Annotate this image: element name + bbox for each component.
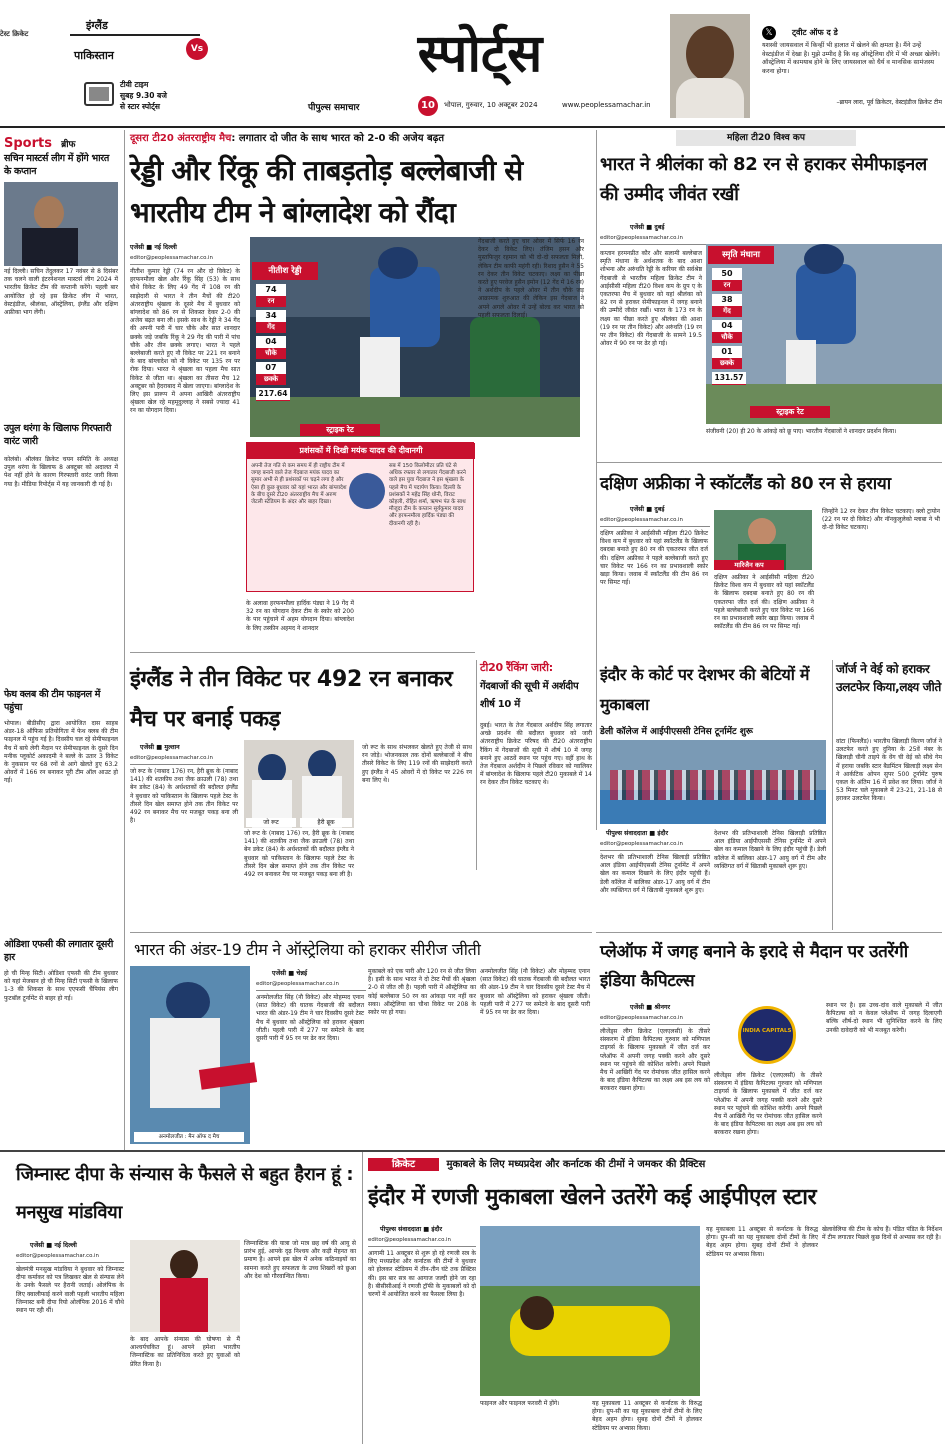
- sa-email: editor@peoplessamachar.co.in: [600, 517, 710, 527]
- masthead-strip: [300, 96, 680, 118]
- anmoljeet-photo: [130, 966, 250, 1144]
- lead-body: नीतीश कुमार रेड्डी (74 रन और दो विकेट) के हरफनमौला खेल और रिंकू सिंह (53) के साथ चौथे विकेट के लिए 49 गेंद में 108 रन की साझेदारी से भारत ने तीन मैचों की टी20 अंतरराष्ट्रीय श्रृंखला के दूसरे मैच में बुधवार को बांग्लादेश को 86 रन से शिकस्त देकर 2-0 की अजेय बढ़त बना ली। इसके साथ के रेड्डी ने 34 गेंद की अपनी पारी में चार चौके और सात शानदार छक्के जड़े जबकि रिंकू ने 29 गेंद की पारी में पांच चौके और तीन छक्के लगाए। भारत ने पहले बल्लेबाजी करते हुए नौ विकेट पर 221 रन बनाने के बाद बांग्लादेश को नौ विकेट पर 135 रन पर रोक दिया। भारत ने श्रृंखला का पहला मैच सात विकेट से जीता था। श्रृंखला का तीसरा मैच 12 अक्टूबर को हैदराबाद में खेला जाएगा। बांग्लादेश के लिए इस प्रारूप में अपना आखिरी अंतरराष्ट्रीय श्रृंखला खेल रहे महमूदुल्लाह ने सबसे ज्यादा 41 रन का योगदान दिया।: [130, 268, 240, 415]
- sa-body-3: जिन्होंने 12 रन देकर तीन विकेट चटकाए। क्लो ट्रायोन (22 रन पर दो विकेट) और नॉनकुलुलेको म्लाबा ने भी दो-दो विकेट चटकाए।: [822, 508, 940, 532]
- sa-body: दक्षिण अफ्रीका ने आईसीसी महिला टी20 क्रिकेट विश्व कप में बुधवार को यहां स्कॉटलैंड के खिलाफ दबदबा बनाते हुए 80 रन की एकतरफा जीत दर्ज की। दक्षिण अफ्रीका ने पहले बल्लेबाजी करते हुए चार विकेट पर 166 रन का प्रभावशाली स्कोर खड़ा किया। जवाब में स्कॉटलैंड की टीम 86 रन पर सिमट गई।: [600, 530, 708, 587]
- masthead-rule: [0, 126, 945, 128]
- george-headline: जॉर्ज ने वेई को हराकर उलटफेर किया,लक्ष्य जीते: [836, 662, 942, 694]
- u19-body-2: मुकाबले को एक पारी और 120 रन से जीत लिया है। इसी के साथ भारत ने दो टेस्ट मैचों की श्रृंखला 2-0 से जीत ली है। पहली पारी में ऑस्ट्रेलिया का कोई बल्लेबाज 50 रन का आंकड़ा पार नहीं कर सका। ऑस्ट्रेलिया का चौथा विकेट पर 208 के स्कोर पर हो गया।: [368, 968, 476, 1017]
- rule-bottom: [0, 1150, 945, 1152]
- sachin-photo: [4, 182, 118, 266]
- brief-label-brief: ब्रीफ: [61, 140, 76, 150]
- mandhana-runs-label: रन: [712, 280, 742, 291]
- deepa-byline: एजेंसी ■ नई दिल्ली: [30, 1242, 77, 1249]
- col-divider: [124, 130, 125, 1150]
- mandhana-scorecard: [708, 246, 774, 422]
- u19-byline: एजेंसी ■ चेन्नई: [272, 970, 308, 977]
- brief-column: [4, 130, 122, 1180]
- mandhana-balls: 38: [712, 294, 742, 307]
- deepa-body-3: के बाद आपके संन्यास की घोषणा से मैं आश्चर्यचकित हूं। आपने हमेशा भारतीय जिम्नास्टिक का प्रतिनिधित्व करते हुए युवाओं को प्रेरित किया है।: [130, 1336, 240, 1368]
- reddy-strike-rate: 217.64: [256, 388, 290, 401]
- mandhana-card-name: स्मृति मंधाना: [708, 246, 774, 264]
- brief-4-body: हो ची मिन्ह सिटी। ओडिशा एफसी की टीम बुधवार को यहां मेजबान हो ची मिन्ह सिटी एफसी के खिलाफ 1-3 की शिकस्त के साथ एएफसी चैंपियंस लीग फुटबॉल टूर्नामेंट से बाहर हो गई।: [4, 970, 118, 1002]
- page-title: स्पोर्ट्स: [417, 23, 543, 84]
- tv-channel: टीवी टाइम: [120, 80, 149, 89]
- caption-root: जो रूट: [246, 818, 296, 827]
- capitals-body-3: स्थान पर है। इस उच्च-दांव वाले मुकाबले में जीत कैपिटल्स को न केवल प्लेऑफ में जगह दिलाएगी बल्कि शीर्ष-दो स्थान भी सुनिश्चित करने के लिए उनकी दावेदारी को भी मजबूत करेगी।: [826, 1002, 942, 1034]
- george-body: वांटा (फिनलैंड)। भारतीय खिलाड़ी किरण जॉर्ज ने उलटफेर करते हुए दुनिया के 25वें नंबर के खिलाड़ी चीनी ताइपे के वेंग ची वेई को सीधे गेम में हराया जबकि स्टार बैडमिंटन खिलाड़ी लक्ष्य सेन ने आर्कटिक ओपन सुपर 500 टूर्नामेंट पुरुष एकल के अंतिम 16 में प्रवेश कर लिया। जॉर्ज ने 53 मिनट चले मुकाबले में 23-21, 21-18 से हराकर उलटफेर किया।: [836, 738, 942, 803]
- eng-headline: इंग्लैंड ने तीन विकेट पर 492 रन बनाकर मैच पर बनाई पकड़: [130, 667, 453, 732]
- ranji-kicker-row: [368, 1156, 942, 1172]
- deepa-photo: [130, 1240, 240, 1332]
- eng-body: जो रूट के (नाबाद 176) रन, हैरी ब्रूक के (नाबाद 141) की शतकीय तथा जैक क्राउली (78) तथा बेन डकेट (84) के अर्धशतकों की बदौलत इंग्लैंड ने बुधवार को पाकिस्तान के खिलाफ पहले टेस्ट के तीसरे दिन खेल समाप्त होने तक तीन विकेट पर 492 रन बनाकर मैच पर मजबूत पकड़ बना ली है।: [130, 768, 238, 825]
- ranji-body-4: यह मुकाबला 11 अक्टूबर से कर्नाटक के विरुद्ध होगा। ग्रुप-सी का यह मुकाबला दोनों टीमों के लिए बेहद अहम होगा। सुबह दोनों टीमों ने होलकर स्टेडियम पर अभ्यास किया।: [592, 1400, 702, 1432]
- ranji-email: editor@peoplessamachar.co.in: [368, 1237, 476, 1247]
- rule-capitals: [596, 932, 942, 933]
- brief-1-body: नई दिल्ली। सचिन तेंदुलकर 17 नवंबर से 8 दिसंबर तक चलने वाली इंटरनेशनल मास्टर्स लीग 2024 में भारतीय क्रिकेट टीम की कप्तानी करेंगे। पहली बार आयोजित हो रहे इस क्रिकेट लीग में भारत, वेस्टइंडीज, श्रीलंका, ऑस्ट्रेलिया, इंग्लैंड और दक्षिण अफ्रीका भाग लेंगी।: [4, 268, 118, 317]
- reddy-fours: 04: [256, 336, 286, 349]
- court-headline: इंदौर के कोर्ट पर देशभर की बेटियों में मुकाबला: [600, 665, 810, 714]
- u19-body-3: अनमोलजीत सिंह (नौ विकेट) और मोहम्मद एनान (सात विकेट) की घातक गेंदबाजी की बदौलत भारत की अंडर-19 टीम ने चार दिवसीय दूसरे टेस्ट मैच में बुधवार को ऑस्ट्रेलिया को हराकर श्रृंखला जीती। पहली पारी में 277 पर समेटने के बाद दूसरी पारी में 95 रन पर ढेर कर दिया।: [480, 968, 590, 1017]
- u19-caption: अनमोलजीत : मैन ऑफ द मैच: [134, 1132, 244, 1142]
- reddy-strike-rate-label: स्ट्राइक रेट: [300, 424, 380, 436]
- tv-icon: [84, 82, 114, 106]
- lead-headline: रेड्डी और रिंकू की ताबड़तोड़ बल्लेबाजी से भारतीय टीम ने बांग्लादेश को रौंदा: [130, 154, 523, 229]
- mayank-box-body-1: अपनी तेज गति से कम समय में ही राष्ट्रीय टीम में जगह बनाने वाले तेज गेंदबाज मयंक यादव का सुमार अभी से ही प्रशंसकों पर चढ़ने लगा है और ऐसा ही कुछ बुधवार को यहां भारत और बांग्लादेश के बीच दूसरे टी20 अंतरराष्ट्रीय मैच में अरुण जेटली स्टेडियम के अंदर और बाहर दिखा।: [251, 463, 347, 506]
- reddy-sixes: 07: [256, 362, 286, 375]
- eng-body-2: जो रूट के साथ संभलकर खेलते हुए तेजी से साथ रन जोड़े। भोजनकाल तक दोनों बल्लेबाजों ने बीच तीसरे विकेट के लिए 119 रनों की साझेदारी करते हुए इंग्लैंड ने 45 ओवरों में दो विकेट पर 226 रन बना लिए थे।: [362, 744, 472, 784]
- reddy-card-name: नीतीश रेड्डी: [252, 262, 318, 280]
- team2-label: पाकिस्तान: [74, 49, 114, 62]
- brief-2-body: कोलंबो। श्रीलंका क्रिकेट चयन समिति के अध्यक्ष उपुल थरंगा के खिलाफ 8 अक्टूबर को अदालत में पेश नहीं होने के कारण गिरफ्तारी वारंट जारी किया गया है। मीडिया रिपोर्ट्स में यह जानकारी दी गई है।: [4, 456, 118, 488]
- reddy-sixes-label: छक्के: [256, 374, 286, 385]
- rankings-title: टी20 रैंकिंग जारी:: [480, 661, 553, 674]
- mandhana-strike-rate-label: स्ट्राइक रेट: [750, 406, 830, 418]
- lead-email: editor@peoplessamachar.co.in: [130, 255, 240, 265]
- reddy-runs: 74: [256, 284, 286, 297]
- lead-body-2: गेंदबाजी करते हुए चार ओवर में सिर्फ 16 रन देकर दो विकेट लिए। तंजिम हसन और मुस्तफिजुर रहमान को भी दो-दो सफलता मिली, लेकिन टीम काफी महंगी रही। रिशाद हुसैन ने 55 रन देकर तीन विकेट चटकाए। लक्ष्य का पीछा करते हुए परवेज हुसैन इमोन (12 गेंद में 16 रन) ने अर्शदीप के पहले ओवर में तीन चौके जड़ आक्रामक शुरुआत की लेकिन इस गेंदबाज ने अपने अगले ओवर में उन्हें बोल्ड कर भारत को पहली सफलता दिलाई।: [478, 238, 584, 319]
- deepa-email: editor@peoplessamachar.co.in: [16, 1253, 124, 1263]
- lead-kicker-rest: : लगातार दो जीत के साथ भारत को 2-0 की अजेय बढ़त: [231, 133, 445, 144]
- court-byline: पीपुल्स संवाददाता ■ इंदौर: [606, 830, 669, 837]
- mayank-photo: [349, 473, 385, 509]
- dateline: भोपाल, गुरुवार, 10 अक्टूबर 2024: [444, 101, 538, 109]
- mayank-box-body-2: सब में 150 किलोमीटर प्रति घंटे से अधिक रफ्तार से लगातार गेंदबाजी करने वाले इस युवा गेंदबाज ने इस श्रृंखला के पहले मैच में पदार्पण किया। दिल्ली के प्रशंसकों ने महेंद्र सिंह धोनी, विराट कोहली, रोहित शर्मा, ऋषभ पंत के साथ मौजूदा टीम के कप्तान सूर्यकुमार यादव और हरफनमौला हार्दिक पंड्या की दीवानगी रही है।: [389, 463, 466, 527]
- ranji-headline: इंदौर में रणजी मुकाबला खेलने उतरेंगे कई आईपीएल स्टार: [368, 1185, 817, 1210]
- rule-u19: [130, 932, 592, 933]
- mandhana-runs: 50: [712, 268, 742, 281]
- reddy-balls-label: गेंद: [256, 322, 286, 333]
- team1-label: इंग्लैंड: [86, 19, 108, 32]
- ranji-body-2: यह मुकाबला 11 अक्टूबर से कर्नाटक के विरुद्ध होगा। ग्रुप-सी का यह मुकाबला दोनों टीमों के लिए बेहद अहम होगा। सुबह दोनों टीमों ने होलकर स्टेडियम पर अभ्यास किया।: [706, 1226, 818, 1258]
- capitals-byline: एजेंसी ■ श्रीनगर: [630, 1004, 671, 1011]
- rankings-subtitle: गेंदबाजों की सूची में अर्शदीप शीर्ष 10 में: [480, 681, 579, 710]
- eng-byline: एजेंसी ■ मुल्तान: [140, 744, 180, 751]
- brand-name: पीपुल्स समाचार: [308, 103, 360, 113]
- rankings-body: दुबई। भारत के तेज गेंदबाज अर्शदीप सिंह लगातार अच्छे प्रदर्शन की बदौलत बुधवार को जारी अंतरराष्ट्रीय क्रिकेट परिषद की टी20 अंतरराष्ट्रीय रैंकिंग में गेंदबाजों की सूची में शीर्ष 10 में जगह बनाने हुए आठवें स्थान पर पहुंच गए। वहीं हाथ के तेज गेंदबाज अर्शदीप ने पिछले रविवार को ग्वालियर में बांग्लादेश के खिलाफ पहले टी20 मुकाबले में 14 रन देकर तीन विकेट चटकाए थे।: [480, 722, 592, 787]
- women-byline: एजेंसी ■ दुबई: [630, 224, 665, 231]
- sa-body-2: दक्षिण अफ्रीका ने आईसीसी महिला टी20 क्रिकेट विश्व कप में बुधवार को यहां स्कॉटलैंड के खिलाफ दबदबा बनाते हुए 80 रन की एकतरफा जीत दर्ज की। दक्षिण अफ्रीका ने पहले बल्लेबाजी करते हुए चार विकेट पर 166 रन का प्रभावशाली स्कोर खड़ा किया। जवाब में स्कॉटलैंड की टीम 86 रन पर सिमट गई।: [714, 574, 814, 631]
- ranji-byline: पीपुल्स संवाददाता ■ इंदौर: [380, 1226, 443, 1233]
- masthead: [0, 0, 945, 126]
- ranji-body-3: खेलावेलिया की टीम के कोच हैं। पंडित पंडित के निर्देशन में टीम लगातार पिछले कुछ दिनों से अभ्यास कर रही है।: [822, 1226, 942, 1242]
- ranji-kicker: क्रिकेट: [368, 1158, 439, 1171]
- brief-3-title: फेथ क्लब की टीम फाइनल में पहुंचा: [4, 689, 101, 713]
- page-number: 10: [418, 96, 438, 116]
- deepa-body-2: जिम्नास्टिक की यात्रा जो मात्र छह वर्ष की आयु से प्रारंभ हुई, आपके दृढ़ निश्चय और कड़ी मेहनत का प्रमाण है। आपने इस खेल में अनेक कठिनाइयों का सामना करते हुए सफलता के उच्च शिखरों को छुआ और देश को गौरवान्वित किया।: [244, 1240, 356, 1280]
- capitals-logo-text: INDIA CAPITALS: [742, 1028, 792, 1034]
- lead-kicker-row: [130, 130, 590, 152]
- mandhana-sixes: 01: [712, 346, 742, 359]
- tv-network: से स्टार स्पोर्ट्स: [120, 102, 160, 111]
- sa-byline: एजेंसी ■ दुबई: [630, 506, 665, 513]
- brief-3-body: भोपाल। बीडीसीए द्वारा आयोजित दास साहब अंडर-18 ऑफिस प्रतियोगिता में फेथ क्लब की टीम फाइनल में पहुंच गई है। दिवसीय चल रहे सेमीफाइनल मैच में बाये लेगी मैदान पर सेमीफाइनल के दूसरे दिन मनीक प्लूकोर्ट अकादमी ने बल्ले के उतार 3 विकेट के नुकसान पर 68 रनों से आगे खेलते हुए 63.2 ओवरों में 166 रन बनाकर पूरी टीम ऑल आउट हो गई।: [4, 720, 118, 785]
- tweet-text: यशस्वी जायसवाल में किन्हीं भी हालात में खेलने की क्षमता है। मैंने उन्हें वेस्टइंडीज में देखा है। मुझे उम्मीद है कि वह ऑस्ट्रेलिया दौरे में भी अच्छा खेलेंगे। ऑस्ट्रेलिया में कामयाब होने के लिए जायसवाल को धैर्य व मानसिक सामंजस्य करना होगा।: [762, 42, 940, 75]
- tv-time: सुबह 9.30 बजे: [120, 91, 167, 100]
- women-kicker: महिला टी20 विश्व कप: [676, 130, 856, 146]
- women-body-2: संजीवनी (20) ही 20 के आंकड़े को छू पाए। भारतीय गेंदबाजों ने शानदार प्रदर्शन किया।: [706, 428, 897, 435]
- brief-4-title: ओडिशा एफसी की लगातार दूसरी हार: [4, 939, 114, 963]
- caption-brook: हैरी ब्रूक: [300, 818, 352, 827]
- ranji-body: आगामी 11 अक्टूबर से शुरू हो रहे रणजी सत्र के लिए मध्यप्रदेश और कर्नाटक की टीमों ने बुधवार को होलकर स्टेडियम में तीन-तीन घंटे तक प्रैक्टिस की। इस बार सत्र का आगाज जल्दी होने जा रहा है। बीसीसीआई ने रणजी ट्रॉफी के मुकाबलों को दो चरणों में आयोजित करने का फैसला लिया है।: [368, 1250, 476, 1299]
- kapp-label: मारिजैन कप: [714, 560, 784, 570]
- court-body-2: देशभर की प्रतिभाशाली टेनिस खिलाड़ी प्रतिष्ठित आल इंडिया आईपीएससी टेनिस टूर्नामेंट में अपने खेल का कमाल दिखाने के लिए इंदौर पहुंची हैं। डेली कॉलेज में बालिका अंडर-17 आयु वर्ग में टीम और व्यक्तिगत वर्ग में खिताबी मुकाबले शुरू हुए।: [714, 830, 826, 870]
- reddy-runs-label: रन: [256, 296, 286, 307]
- eng-body-3: जो रूट के (नाबाद 176) रन, हैरी ब्रूक के (नाबाद 141) की शतकीय तथा जैक क्राउली (78) तथा बेन डकेट (84) के अर्धशतकों की बदौलत इंग्लैंड ने बुधवार को पाकिस्तान के खिलाफ पहले टेस्ट के तीसरे दिन खेल समाप्त होने तक तीन विकेट पर 492 रन बनाकर मैच पर मजबूत पकड़ बना ली है।: [244, 830, 354, 879]
- ranji-caption: फाइनल और फाइनल फरवरी में होंगे।: [480, 1400, 560, 1407]
- court-subtitle: डेली कॉलेज में आईपीएससी टेनिस टूर्नामेंट शुरू: [600, 727, 753, 737]
- women-body: कप्तान हरमनप्रीत कौर और सलामी बल्लेबाज स्मृति मंधाना के अर्धशतक के बाद आशा शोभना और अरुंधति रेड्डी के करियर की सर्वश्रेष्ठ गेंदबाजी से भारतीय महिला क्रिकेट टीम ने आईसीसी महिला टी20 विश्व कप के ग्रुप ए के एकतरफा मैच में बुधवार को यहां श्रीलंका को 82 रन से हराकर सेमीफाइनल में जगह बनाने की उम्मीदें जीवंत रखीं। भारत के 173 रन के लक्ष्य का पीछा करते हुए श्रीलंका की आशा (19 रन पर तीन विकेट) और अरुंधति (19 रन पर तीन विकेट) की गेंदबाजी के सामने 19.5 ओवर में 90 रन पर ढेर हो गई।: [600, 250, 702, 348]
- women-headline: भारत ने श्रीलंका को 82 रन से हराकर सेमीफाइनल की उम्मीद जीवंत रखीं: [600, 154, 927, 205]
- reddy-scorecard: [252, 262, 302, 437]
- brief-header: [4, 132, 114, 150]
- mandhana-strike-rate: 131.57: [712, 372, 746, 385]
- mayank-box: [246, 442, 474, 592]
- ranji-photo: [480, 1226, 700, 1396]
- col-divider-5: [362, 1152, 363, 1444]
- sa-headline: दक्षिण अफ्रीका ने स्कॉटलैंड को 80 रन से हराया: [600, 474, 891, 494]
- brief-label-sports: Sports: [4, 136, 52, 151]
- mandhana-sixes-label: छक्के: [712, 358, 742, 369]
- capitals-body: लीजेंड्स लीग क्रिकेट (एलएलसी) के तीसरे संस्करण में इंडिया कैपिटल्स गुरुवार को मणिपाल टाइगर्स के खिलाफ मुकाबले में जीत दर्ज कर प्लेऑफ में अपनी जगह पक्की करने और दूसरे स्थान पर पहुंचने की कोशिश करेगी। अपने पिछले मैच में आखिरी गेंद पर रोमांचक जीत हासिल करने के बाद इंडिया कैपिटल्स का लक्ष्य अब इस लय को बरकरार रखना होगा।: [600, 1028, 710, 1093]
- lead-body-3: के अलावा हरफनमौला हार्दिक पंड्या ने 19 गेंद में 32 रन का योगदान देकर टीम के स्कोर को 200 के पार पहुंचाने में अहम योगदान दिया। बांग्लादेश के लिए तस्कीन अहमद ने शानदार: [246, 600, 354, 632]
- capitals-logo: [714, 1002, 822, 1068]
- root-brook-photo: [244, 740, 354, 828]
- col-divider-4: [832, 660, 833, 930]
- mandhana-fours: 04: [712, 320, 742, 333]
- website: www.peoplessamachar.in: [562, 101, 651, 109]
- test-cricket-label: टेस्ट क्रिकेट: [0, 30, 29, 38]
- reddy-balls: 34: [256, 310, 286, 323]
- lead-byline: एजेंसी ■ नई दिल्ली: [130, 244, 177, 251]
- mandhana-fours-label: चौके: [712, 332, 742, 343]
- tweet-author: –ब्रायन लारा, पूर्व क्रिकेटर, वेस्टइंडीज क्रिकेट टीम: [836, 99, 942, 106]
- vs-badge: Vs: [186, 38, 208, 60]
- brief-2-title: उपुल थरंगा के खिलाफ गिरफ्तारी वारंट जारी: [4, 423, 112, 447]
- masthead-divider: [70, 34, 200, 36]
- deepa-headline: जिम्नास्ट दीपा के संन्यास के फैसले से बहुत हैरान हूं : मनसुख मांडविया: [16, 1164, 354, 1223]
- reddy-fours-label: चौके: [256, 348, 286, 359]
- col-divider-2: [596, 130, 597, 830]
- tennis-photo: [600, 740, 826, 824]
- court-body: देशभर की प्रतिभाशाली टेनिस खिलाड़ी प्रतिष्ठित आल इंडिया आईपीएससी टेनिस टूर्नामेंट में अपने खेल का कमाल दिखाने के लिए इंदौर पहुंची हैं। डेली कॉलेज में बालिका अंडर-17 आयु वर्ग में टीम और व्यक्तिगत वर्ग में खिताबी मुकाबले शुरू हुए।: [600, 854, 710, 894]
- u19-email: editor@peoplessamachar.co.in: [256, 981, 366, 991]
- lara-photo: [670, 14, 750, 118]
- women-email: editor@peoplessamachar.co.in: [600, 235, 710, 245]
- u19-headline: भारत की अंडर-19 टीम ने ऑस्ट्रेलिया को हराकर सीरीज जीती: [134, 940, 481, 959]
- capitals-body-2: लीजेंड्स लीग क्रिकेट (एलएलसी) के तीसरे संस्करण में इंडिया कैपिटल्स गुरुवार को मणिपाल टाइगर्स के खिलाफ मुकाबले में जीत दर्ज कर प्लेऑफ में अपनी जगह पक्की करने और दूसरे स्थान पर पहुंचने की कोशिश करेगी। अपने पिछले मैच में आखिरी गेंद पर रोमांचक जीत हासिल करने के बाद इंडिया कैपिटल्स का लक्ष्य अब इस लय को बरकरार रखना होगा।: [714, 1072, 822, 1137]
- mandhana-balls-label: गेंद: [712, 306, 742, 317]
- mayank-box-title: प्रशंसकों में दिखी मयंक यादव की दीवानगी: [247, 443, 475, 459]
- rule-sa: [596, 462, 942, 463]
- u19-body: अनमोलजीत सिंह (नौ विकेट) और मोहम्मद एनान (सात विकेट) की घातक गेंदबाजी की बदौलत भारत की अंडर-19 टीम ने चार दिवसीय दूसरे टेस्ट मैच में बुधवार को ऑस्ट्रेलिया को हराकर श्रृंखला जीती। पहली पारी में 277 पर समेटने के बाद दूसरी पारी में 95 रन पर ढेर कर दिया।: [256, 994, 364, 1043]
- x-logo-icon: 𝕏: [762, 26, 776, 40]
- ranji-kicker-rest: मुकाबले के लिए मध्यप्रदेश और कर्नाटक की टीमों ने जमकर की प्रैक्टिस: [446, 1159, 706, 1170]
- lead-kicker: दूसरा टी20 अंतरराष्ट्रीय मैच: [130, 133, 232, 144]
- eng-email: editor@peoplessamachar.co.in: [130, 755, 238, 765]
- rule-eng: [130, 652, 475, 653]
- capitals-email: editor@peoplessamachar.co.in: [600, 1015, 710, 1025]
- col-divider-3: [476, 660, 477, 870]
- capitals-headline: प्लेऑफ में जगह बनाने के इरादे से मैदान पर उतरेंगी इंडिया कैपिटल्स: [600, 942, 908, 991]
- court-email: editor@peoplessamachar.co.in: [600, 841, 710, 851]
- brief-1-title: सचिन मास्टर्स लीग में होंगे भारत के कप्तान: [4, 153, 109, 177]
- deepa-body: खेलमंत्री मनसुख मांडविया ने बुधवार को जिम्नास्ट दीपा कर्माकर को पत्र लिखकर खेल से संन्यास लेने के उनके फैसले पर हैरानी जताई। ओलंपिक के लिए क्वालीफाई करने वाली पहली भारतीय महिला जिम्नास्ट बनी दीपा रियो ओलंपिक 2016 में चौथे स्थान पर रही थीं।: [16, 1266, 124, 1315]
- tweet-label: ट्वीट ऑफ द डे: [792, 28, 838, 37]
